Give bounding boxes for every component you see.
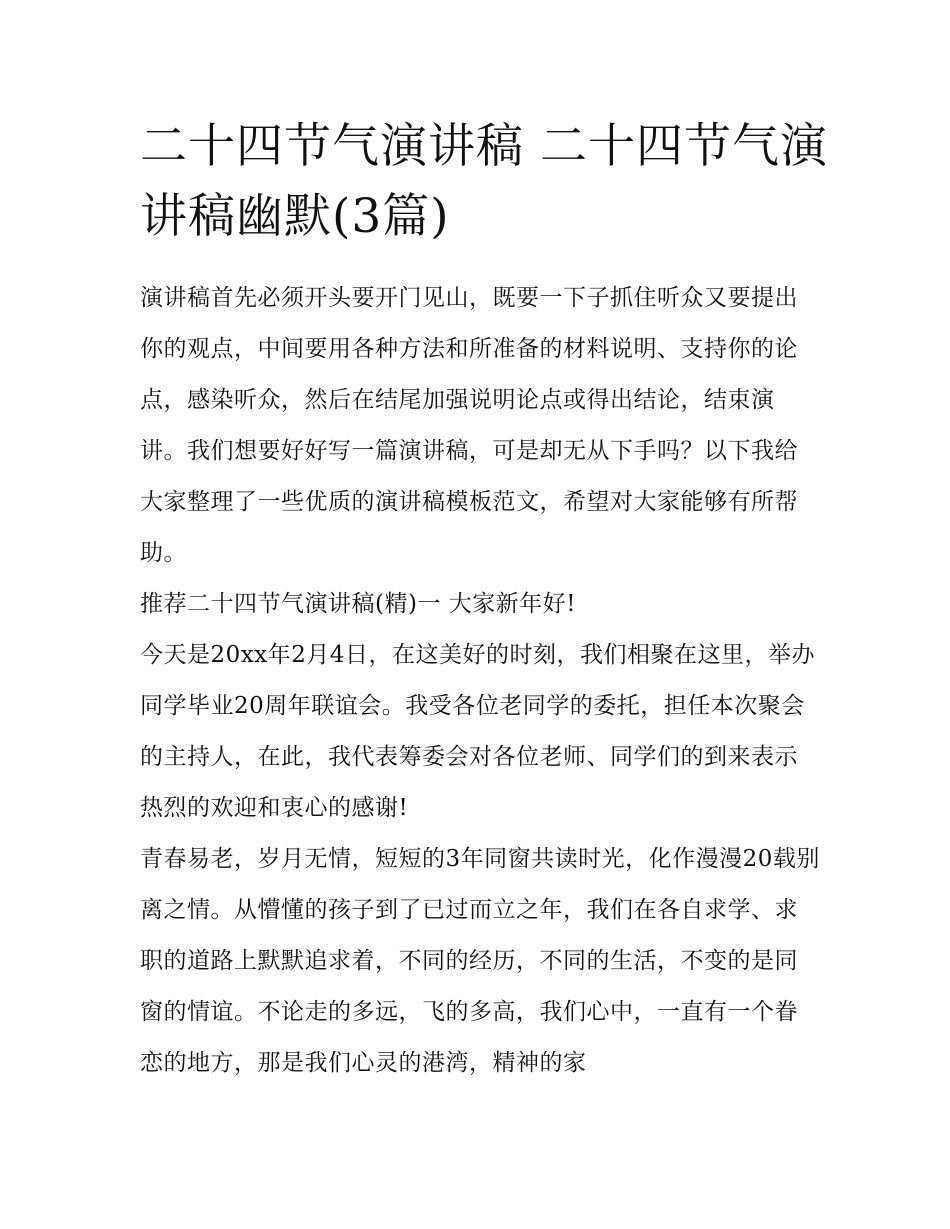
paragraph-welcome: 今天是20xx年2月4日，在这美好的时刻，我们相聚在这里，举办同学毕业20周年联谊会。我受各位老同学的委托，担任本次聚会的主持人，在此，我代表筹委会对各位老师、同学们的到来表示热烈的欢迎和衷心的感谢! <box>140 642 815 821</box>
document-title: 二十四节气演讲稿 二十四节气演讲稿幽默(3篇) <box>140 119 828 244</box>
document-body <box>140 273 820 1089</box>
paragraph-intro: 演讲稿首先必须开头要开门见山，既要一下子抓住听众又要提出你的观点，中间要用各种方法和所准备的材料说明、支持你的论点，感染听众，然后在结尾加强说明论点或得出结论，结束演讲。我们想要好好写一篇演讲稿，可是却无从下手吗？以下我给大家整理了一些优质的演讲稿模板范文，希望对大家能够有所帮助。 <box>140 285 798 566</box>
paragraph-greeting: 推荐二十四节气演讲稿(精)一 大家新年好! <box>140 591 576 617</box>
paragraph-memories: 青春易老，岁月无情，短短的3年同窗共读时光，化作漫漫20载别离之情。从懵懂的孩子到了已过而立之年，我们在各自求学、求职的道路上默默追求着，不同的经历，不同的生活，不变的是同窗的情谊。不论走的多远，飞的多高，我们心中，一直有一个眷恋的地方，那是我们心灵的港湾，精神的家 <box>140 846 820 1076</box>
